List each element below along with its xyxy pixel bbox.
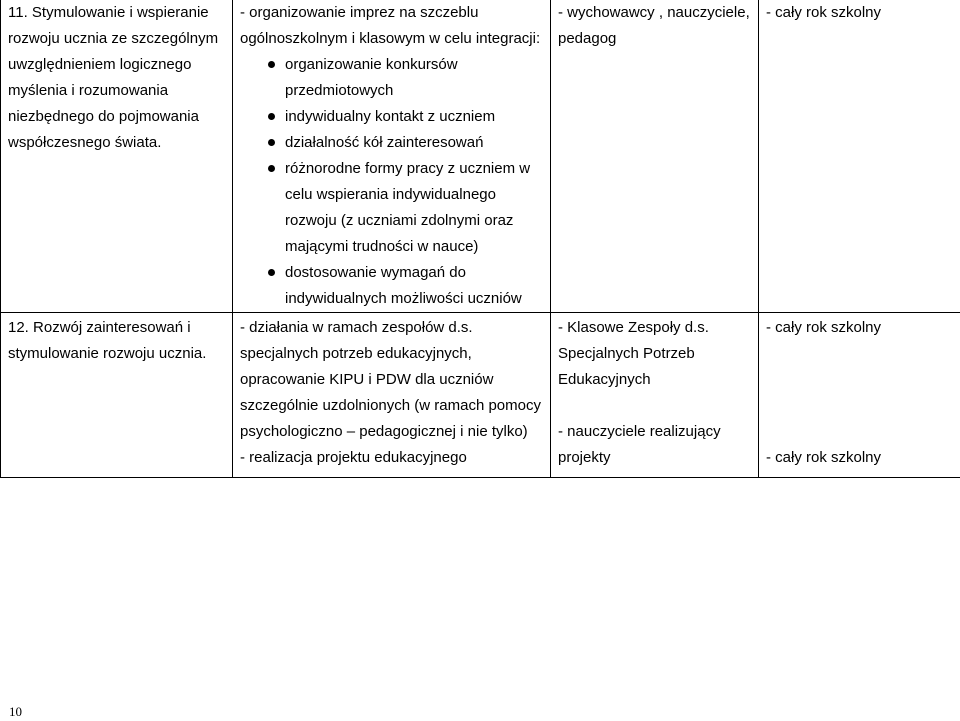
bullet-text: dostosowanie wymagań do [285, 264, 466, 281]
task-line: - działania w ramach zespołów d.s. [240, 319, 473, 336]
list-item [240, 156, 550, 260]
bullet-text: indywidualnych możliwości uczniów [285, 290, 522, 307]
table-row [1, 0, 960, 313]
goal-line: niezbędnego do pojmowania [8, 108, 199, 125]
spacer [766, 367, 960, 393]
responsible-line: - Klasowe Zespoły d.s. [558, 319, 709, 336]
term-cell [759, 313, 960, 478]
responsible-line: Edukacyjnych [558, 371, 651, 388]
bullet-icon [268, 139, 275, 146]
bullet-text: indywidualny kontakt z uczniem [285, 108, 496, 125]
responsible-line: Specjalnych Potrzeb [558, 345, 695, 362]
bullet-text: celu wspierania indywidualnego [285, 186, 496, 203]
term-line: - cały rok szkolny [766, 319, 882, 336]
goal-cell [1, 313, 233, 478]
term-line: - cały rok szkolny [766, 4, 882, 21]
task-line: specjalnych potrzeb edukacyjnych, [240, 345, 472, 362]
goal-line: 11. Stymulowanie i wspieranie [8, 4, 209, 21]
task-line: psychologiczno – pedagogicznej i nie tylko) [240, 423, 528, 440]
bullet-text: organizowanie konkursów [285, 56, 458, 73]
tasks-cell [233, 313, 551, 478]
term-cell [759, 0, 960, 313]
bullet-text: działalność kół zainteresowań [285, 134, 484, 151]
responsible-line: projekty [558, 449, 611, 466]
term-line: - cały rok szkolny [766, 449, 882, 466]
task-line: ogólnoszkolnym i klasowym w celu integracji: [240, 30, 541, 47]
goal-line: rozwoju ucznia ze szczególnym [8, 30, 219, 47]
tasks-cell [233, 0, 551, 313]
page-number: 10 [9, 704, 22, 719]
bullet-text: mającymi trudności w nauce) [285, 238, 479, 255]
spacer [766, 341, 960, 367]
bullet-text: różnorodne formy pracy z uczniem w [285, 160, 531, 177]
goal-line: współczesnego świata. [8, 134, 162, 151]
table-row [1, 313, 960, 478]
responsible-cell [551, 313, 759, 478]
task-line: opracowanie KIPU i PDW dla uczniów [240, 371, 494, 388]
list-item [240, 260, 550, 312]
goal-cell [1, 0, 233, 313]
responsible-line: pedagog [558, 30, 617, 47]
task-line: - organizowanie imprez na szczeblu [240, 4, 479, 21]
bullet-icon [268, 61, 275, 68]
task-line: szczególnie uzdolnionych (w ramach pomocy [240, 397, 541, 414]
bullet-text: przedmiotowych [285, 82, 394, 99]
list-item [240, 130, 550, 156]
spacer [766, 393, 960, 419]
goal-line: 12. Rozwój zainteresowań i [8, 319, 191, 336]
list-item [240, 52, 550, 104]
bullet-icon [268, 165, 275, 172]
bullet-icon [268, 269, 275, 276]
spacer [558, 393, 758, 419]
goal-line: myślenia i rozumowania [8, 82, 169, 99]
goal-line: uwzględnieniem logicznego [8, 56, 192, 73]
task-line: - realizacja projektu edukacyjnego [240, 449, 467, 466]
responsible-cell [551, 0, 759, 313]
responsible-line: - nauczyciele realizujący [558, 423, 721, 440]
task-bullet-list [240, 52, 550, 312]
bullet-icon [268, 113, 275, 120]
spacer [766, 419, 960, 445]
list-item [240, 104, 550, 130]
goal-line: stymulowanie rozwoju ucznia. [8, 345, 207, 362]
bullet-text: rozwoju (z uczniami zdolnymi oraz [285, 212, 514, 229]
responsible-line: - wychowawcy , nauczyciele, [558, 4, 750, 21]
